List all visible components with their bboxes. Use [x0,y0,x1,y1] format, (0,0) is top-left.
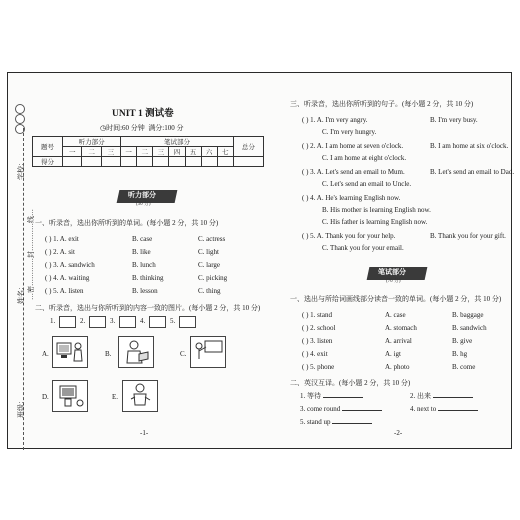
option: C. Let's send an email to Uncle. [322,180,412,188]
listening-banner [112,186,182,208]
picture-label: A. [42,350,49,358]
class-label: 班级： [17,397,25,418]
question: ( ) 4. exit [302,350,328,358]
col-header: 三 [101,147,120,157]
written-header: 笔试部分 [121,137,234,147]
banner-sub: (30 分) [136,202,151,207]
score-cell[interactable] [169,157,185,167]
answer-box[interactable] [149,316,166,328]
option: A. igt [385,350,401,358]
option: C. picking [198,274,228,282]
picture-d-tv-icon [52,380,88,412]
box-label: 1. [50,317,56,325]
col-header: 四 [169,147,185,157]
banner-title: 笔试部分 [378,268,406,276]
option: B. His mother is learning English now. [322,206,431,214]
score-cell[interactable] [201,157,217,167]
question: ( ) 4. A. waiting [45,274,90,282]
col-header: 五 [185,147,201,157]
picture-label: B. [105,350,112,358]
page-number: -1- [140,429,149,437]
picture-label: C. [180,350,187,358]
translate-item: 2. 出来 [410,391,473,401]
option: B. baggage [452,311,484,319]
answer-blank[interactable] [323,391,363,398]
option: C. actress [198,235,226,243]
option: B. I am home at six o'clock. [430,142,509,150]
binding-hole-icon [15,114,25,124]
picture-b-reading-icon [118,336,154,368]
answer-blank[interactable] [438,404,478,411]
fold-text: …密…………封…………线… [27,209,35,300]
option: C. large [198,261,221,269]
translate-item: 4. next to [410,404,478,413]
option: B. hg [452,350,468,358]
question: ( ) 3. A. Let's send an email to Mum. [302,168,405,176]
translate-item: 3. come round [300,404,382,413]
picture-label: D. [42,393,49,401]
option: A. stomach [385,324,417,332]
score-row-label: 得分 [33,157,63,167]
section-instruction: 一、听录音，选出你所听到的单词。(每小题 2 分，共 10 分) [35,219,219,227]
total-score-label: 总分 [233,137,263,157]
picture-e-cooking-icon [122,380,158,412]
question: ( ) 3. listen [302,337,333,345]
option: B. Thank you for your gift. [430,232,506,240]
answer-blank[interactable] [332,417,372,424]
section-instruction: 一、选出与所给词画线部分读音一致的单词。(每小题 2 分，共 10 分) [290,295,502,303]
banner-title: 听力部分 [128,191,156,199]
page-title: UNIT 1 测试卷 [112,109,174,119]
question: ( ) 5. A. Thank you for your help. [302,232,396,240]
section-instruction: 三、听录音，选出你所听到的句子。(每小题 2 分，共 10 分) [290,100,474,108]
answer-box[interactable] [59,316,76,328]
col-header: 一 [121,147,137,157]
answer-blank[interactable] [342,404,382,411]
binding-hole-icon [15,104,25,114]
option: B. give [452,337,473,345]
option: C. thing [198,287,221,295]
question: ( ) 3. A. sandwich [45,261,95,269]
option: B. Let's send an email to Dad. [430,168,515,176]
score-cell[interactable] [217,157,233,167]
page-number: -2- [394,429,403,437]
clock-icon: ◷ [100,124,107,132]
box-label: 3. [110,317,116,325]
col-header: 六 [201,147,217,157]
banner-sub: (70 分) [386,279,401,284]
question: ( ) 2. A. sit [45,248,75,256]
col-header: 一 [63,147,82,157]
question: ( ) 2. school [302,324,336,332]
score-cell[interactable] [137,157,153,167]
question: ( ) 5. A. listen [45,287,84,295]
col-header: 三 [153,147,169,157]
section-instruction: 二、听录音，选出与你所听到的内容一致的图片。(每小题 2 分，共 10 分) [35,304,261,312]
listening-header: 听力部分 [63,137,121,147]
score-table [32,136,264,167]
score-cell[interactable] [82,157,101,167]
translate-item: 1. 等待 [300,391,363,401]
question: ( ) 1. A. I'm very angry. [302,116,368,124]
box-label: 5. [170,317,176,325]
option: B. thinking [132,274,164,282]
answer-box[interactable] [179,316,196,328]
answer-blank[interactable] [433,391,473,398]
box-label: 4. [140,317,146,325]
option: B. lesson [132,287,158,295]
school-label: 学校： [17,159,25,180]
answer-box[interactable] [119,316,136,328]
box-label: 2. [80,317,86,325]
score-cell[interactable] [101,157,120,167]
translate-item: 5. stand up [300,417,372,426]
picture-label: E. [112,393,119,401]
option: C. I am home at eight o'clock. [322,154,407,162]
answer-box[interactable] [89,316,106,328]
score-cell[interactable] [233,157,263,167]
score-cell[interactable] [185,157,201,167]
time-limit: ◷时间:60 分钟 满分:100 分 [100,124,184,132]
question: ( ) 1. stand [302,311,332,319]
option: B. lunch [132,261,156,269]
section-instruction: 二、英汉互译。(每小题 2 分，共 10 分) [290,379,411,387]
score-cell[interactable] [153,157,169,167]
picture-a-computer-icon [52,336,88,368]
option: C. Thank you for your email. [322,244,404,252]
option: C. light [198,248,220,256]
option: B. come [452,363,476,371]
col-header: 二 [82,147,101,157]
written-banner [362,263,432,285]
picture-c-teacher-icon [190,336,226,368]
option: B. I'm very busy. [430,116,478,124]
col-header: 七 [217,147,233,157]
option: A. arrival [385,337,412,345]
option: C. I'm very hungry. [322,128,377,136]
col-header: 二 [137,147,153,157]
option: A. photo [385,363,410,371]
option: A. case [385,311,406,319]
option: B. case [132,235,153,243]
score-cell[interactable] [63,157,82,167]
question: ( ) 4. A. He's learning English now. [302,194,401,202]
option: B. sandwich [452,324,487,332]
question: ( ) 1. A. exit [45,235,79,243]
option: B. like [132,248,151,256]
question: ( ) 5. phone [302,363,335,371]
name-label: 姓名： [17,283,25,304]
score-cell[interactable] [121,157,137,167]
question: ( ) 2. A. I am home at seven o'clock. [302,142,404,150]
option: C. His father is learning English now. [322,218,428,226]
item-no-label: 题号 [33,137,63,157]
